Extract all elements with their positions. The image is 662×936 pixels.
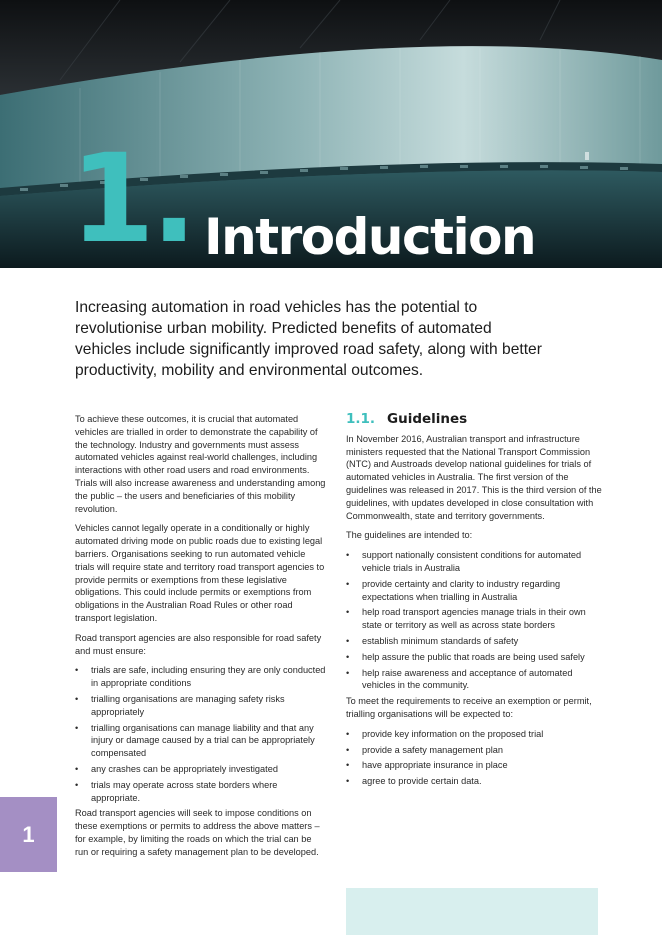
bullet-list [346,728,602,788]
body-paragraph: Road transport agencies are also responsible for road safety and must ensure: [75,632,322,656]
section-title: Guidelines [387,411,468,427]
list-item: • provide a safety management plan [346,744,602,757]
list-item: • any crashes can be appropriately investigated [75,763,327,776]
list-item: • help assure the public that roads are being used safely [346,651,602,664]
body-paragraph: Vehicles cannot legally operate in a conditionally or highly automated driving mode on public roads due to existing legal barriers. Organisations seeking to run automated vehicle trials will require state and territory road transport agencies to provide permits or exemptions from these legislative obligations. This could include permits or exemptions from obligations in the Australian Road Rules or other road transport legislation. [75,523,325,623]
page-number-tab [0,797,57,872]
body-paragraph: To meet the requirements to receive an exemption or permit, trialling organisations will be expected to: [346,696,592,719]
callout-box [346,888,598,935]
left-column [75,413,327,866]
list-item: • support nationally consistent conditions for automated vehicle trials in Australia [346,549,602,575]
section-number: 1.1. [346,411,376,427]
list-item: • trials are safe, including ensuring they are only conducted in appropriate conditions [75,664,327,690]
list-item: • establish minimum standards of safety [346,635,602,648]
list-item: • provide certainty and clarity to industry regarding expectations when trialling in Australia [346,578,602,604]
list-item: • agree to provide certain data. [346,775,602,788]
chapter-number: 1. [70,128,194,268]
bullet-list [346,549,602,692]
body-paragraph: To achieve these outcomes, it is crucial that automated vehicles are trialled in order to demonstrate the capability of the technology. Industry and governments must assess automated vehicles against real-world challenges, including interactions with other road users and road environments. Trials will also increase awareness and understanding among the public – the users and beneficiaries of this mobility revolution. [75,414,326,514]
body-paragraph: Road transport agencies will seek to impose conditions on these exemptions or permits to address the above matters – for example, by limiting the roads on which the trial can be run or requiring a safety management plan to be developed. [75,808,320,857]
hero-banner [0,0,662,268]
list-item: • help raise awareness and acceptance of automated vehicles in the community. [346,667,602,693]
body-paragraph: In November 2016, Australian transport and infrastructure ministers requested that the National Transport Commission (NTC) and Austroads develop national guidelines for trials of automated vehicles in Australia. The first version of the guidelines was released in 2017. This is the third version of the guidelines, with updates developed in close consultation with Commonwealth, state and territory governments. [346,433,602,521]
section-heading [346,413,602,426]
list-item: • trialling organisations are managing safety risks appropriately [75,693,327,719]
bullet-list [75,664,327,804]
list-item: • provide key information on the proposed trial [346,728,602,741]
right-column [346,413,602,791]
list-item: • have appropriate insurance in place [346,759,602,772]
chapter-title: Introduction [204,208,536,266]
list-item: • trialling organisations can manage liability and that any injury or damage caused by a trial can be appropriately compensated [75,722,327,760]
lead-paragraph: Increasing automation in road vehicles has the potential to revolutionise urban mobility. Predicted benefits of automated vehicles include significantly improved road safety, along with better productivity, mobility and environmental outcomes. [75,299,542,379]
list-item: • trials may operate across state borders where appropriate. [75,779,327,805]
list-item: • help road transport agencies manage trials in their own state or territory as well as across state borders [346,606,602,632]
page-number: 1 [22,821,35,847]
body-paragraph: The guidelines are intended to: [346,530,473,541]
